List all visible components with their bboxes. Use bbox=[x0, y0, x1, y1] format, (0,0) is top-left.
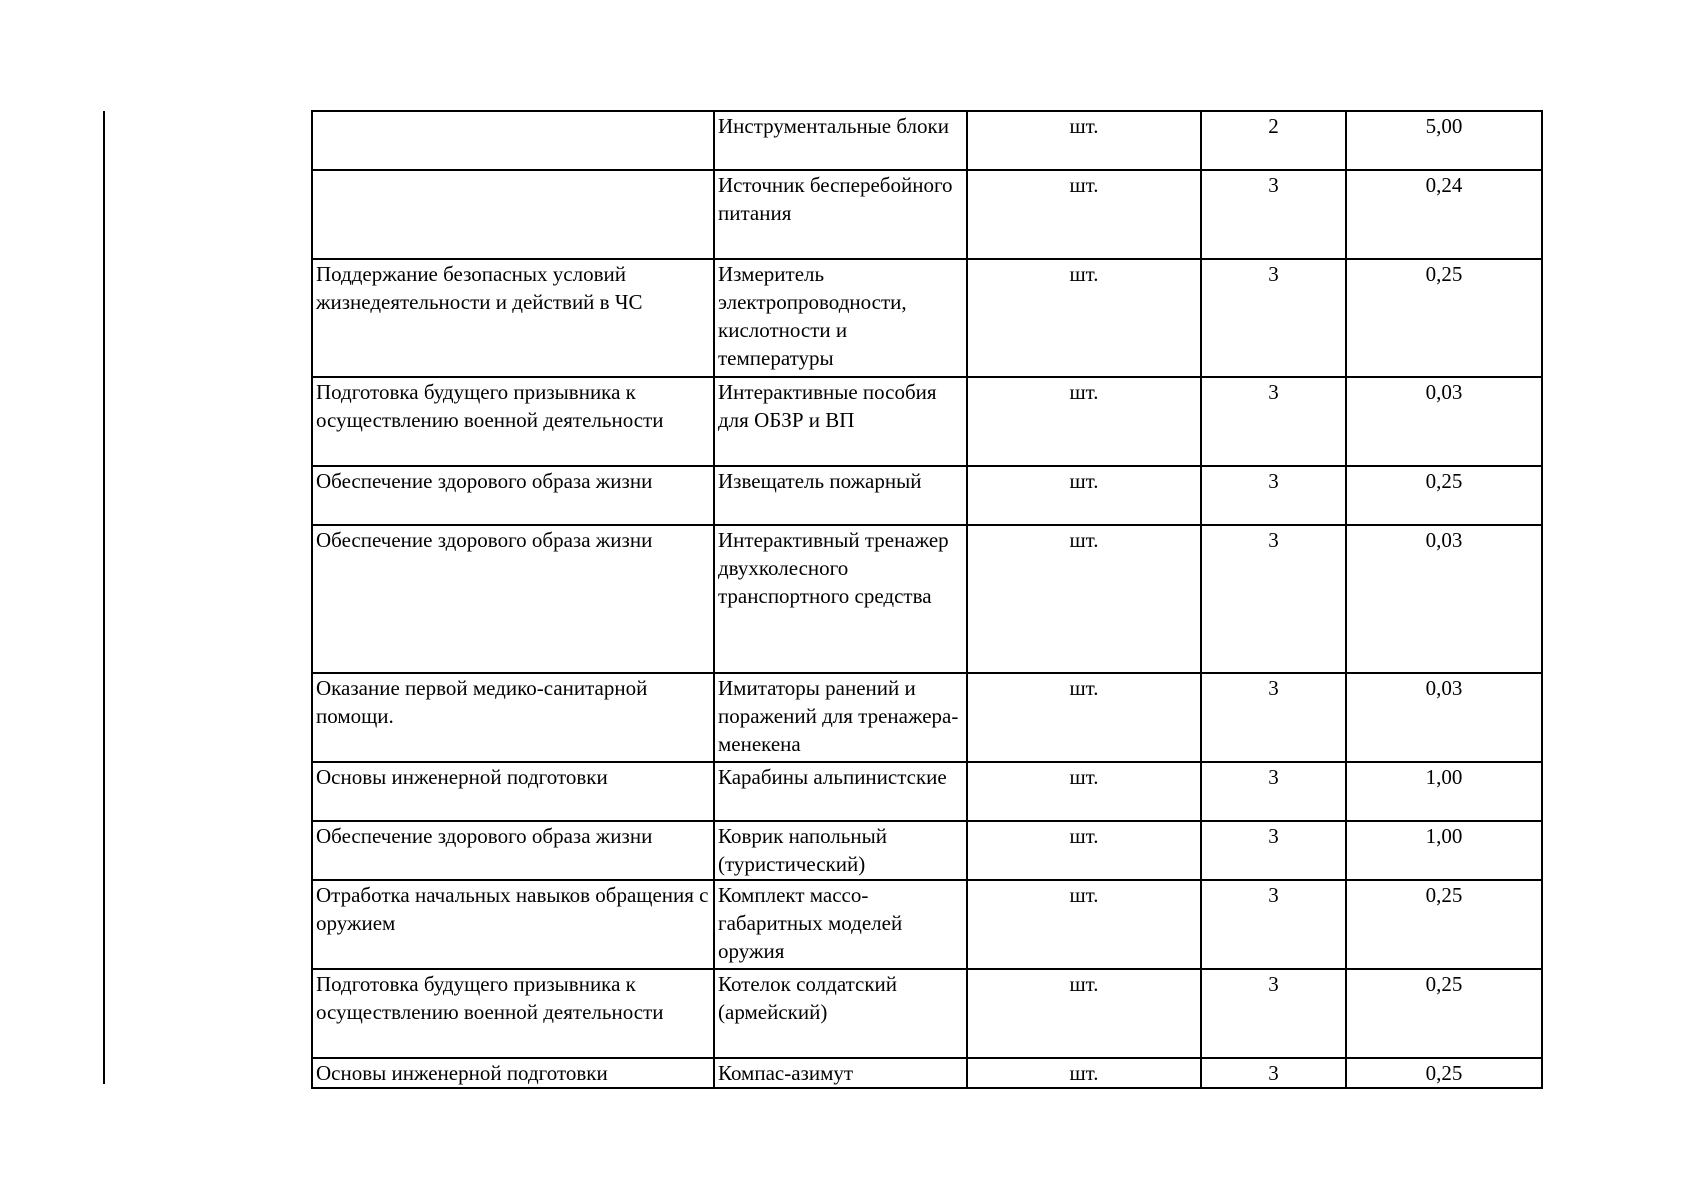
quantity-cell: 0,03 bbox=[1346, 377, 1542, 466]
level-cell: 3 bbox=[1201, 170, 1346, 259]
area-cell: Основы инженерной подготовки bbox=[312, 762, 714, 821]
area-cell: Подготовка будущего призывника к осуществлению военной деятельности bbox=[312, 377, 714, 466]
level-cell: 3 bbox=[1201, 259, 1346, 377]
quantity-cell: 0,03 bbox=[1346, 525, 1542, 673]
table-row bbox=[312, 880, 1542, 969]
area-cell: Отработка начальных навыков обращения с оружием bbox=[312, 880, 714, 969]
table-row bbox=[312, 673, 1542, 762]
table-row bbox=[312, 969, 1542, 1058]
area-cell: Оказание первой медико-санитарной помощи. bbox=[312, 673, 714, 762]
area-cell: Обеспечение здорового образа жизни bbox=[312, 466, 714, 525]
unit-cell: шт. bbox=[967, 377, 1201, 466]
level-cell: 3 bbox=[1201, 1058, 1346, 1088]
item-cell: Компас-азимут bbox=[714, 1058, 967, 1088]
unit-cell: шт. bbox=[967, 525, 1201, 673]
unit-cell: шт. bbox=[967, 170, 1201, 259]
table-row bbox=[312, 525, 1542, 673]
level-cell: 3 bbox=[1201, 377, 1346, 466]
level-cell: 2 bbox=[1201, 111, 1346, 170]
unit-cell: шт. bbox=[967, 762, 1201, 821]
page-margin-line bbox=[103, 111, 105, 1084]
quantity-cell: 0,24 bbox=[1346, 170, 1542, 259]
item-cell: Котелок солдатский (армейский) bbox=[714, 969, 967, 1058]
area-cell bbox=[312, 111, 714, 170]
unit-cell: шт. bbox=[967, 1058, 1201, 1088]
quantity-cell: 0,25 bbox=[1346, 880, 1542, 969]
quantity-cell: 0,03 bbox=[1346, 673, 1542, 762]
level-cell: 3 bbox=[1201, 673, 1346, 762]
item-cell: Интерактивный тренажер двухколесного транспортного средства bbox=[714, 525, 967, 673]
quantity-cell: 1,00 bbox=[1346, 762, 1542, 821]
unit-cell: шт. bbox=[967, 111, 1201, 170]
item-cell: Извещатель пожарный bbox=[714, 466, 967, 525]
quantity-cell: 0,25 bbox=[1346, 466, 1542, 525]
level-cell: 3 bbox=[1201, 525, 1346, 673]
item-cell: Источник бесперебойного питания bbox=[714, 170, 967, 259]
item-cell: Измеритель электропроводности, кислотности и температуры bbox=[714, 259, 967, 377]
item-cell: Интерактивные пособия для ОБЗР и ВП bbox=[714, 377, 967, 466]
unit-cell: шт. bbox=[967, 466, 1201, 525]
unit-cell: шт. bbox=[967, 673, 1201, 762]
table-row bbox=[312, 259, 1542, 377]
area-cell: Подготовка будущего призывника к осуществлению военной деятельности bbox=[312, 969, 714, 1058]
area-cell: Обеспечение здорового образа жизни bbox=[312, 821, 714, 880]
table-row bbox=[312, 821, 1542, 880]
quantity-cell: 1,00 bbox=[1346, 821, 1542, 880]
item-cell: Инструментальные блоки bbox=[714, 111, 967, 170]
quantity-cell: 0,25 bbox=[1346, 259, 1542, 377]
quantity-cell: 5,00 bbox=[1346, 111, 1542, 170]
area-cell: Обеспечение здорового образа жизни bbox=[312, 525, 714, 673]
level-cell: 3 bbox=[1201, 880, 1346, 969]
unit-cell: шт. bbox=[967, 821, 1201, 880]
quantity-cell: 0,25 bbox=[1346, 969, 1542, 1058]
item-cell: Коврик напольный (туристический) bbox=[714, 821, 967, 880]
area-cell bbox=[312, 170, 714, 259]
area-cell: Основы инженерной подготовки bbox=[312, 1058, 714, 1088]
level-cell: 3 bbox=[1201, 762, 1346, 821]
equipment-table bbox=[311, 110, 1543, 1089]
table-row bbox=[312, 466, 1542, 525]
table-row bbox=[312, 377, 1542, 466]
item-cell: Карабины альпинистские bbox=[714, 762, 967, 821]
table-row bbox=[312, 1058, 1542, 1088]
level-cell: 3 bbox=[1201, 821, 1346, 880]
level-cell: 3 bbox=[1201, 466, 1346, 525]
quantity-cell: 0,25 bbox=[1346, 1058, 1542, 1088]
item-cell: Имитаторы ранений и поражений для тренажера-менекена bbox=[714, 673, 967, 762]
unit-cell: шт. bbox=[967, 969, 1201, 1058]
unit-cell: шт. bbox=[967, 259, 1201, 377]
level-cell: 3 bbox=[1201, 969, 1346, 1058]
table-row bbox=[312, 170, 1542, 259]
area-cell: Поддержание безопасных условий жизнедеятельности и действий в ЧС bbox=[312, 259, 714, 377]
unit-cell: шт. bbox=[967, 880, 1201, 969]
item-cell: Комплект массо-габаритных моделей оружия bbox=[714, 880, 967, 969]
table-row bbox=[312, 111, 1542, 170]
table-row bbox=[312, 762, 1542, 821]
